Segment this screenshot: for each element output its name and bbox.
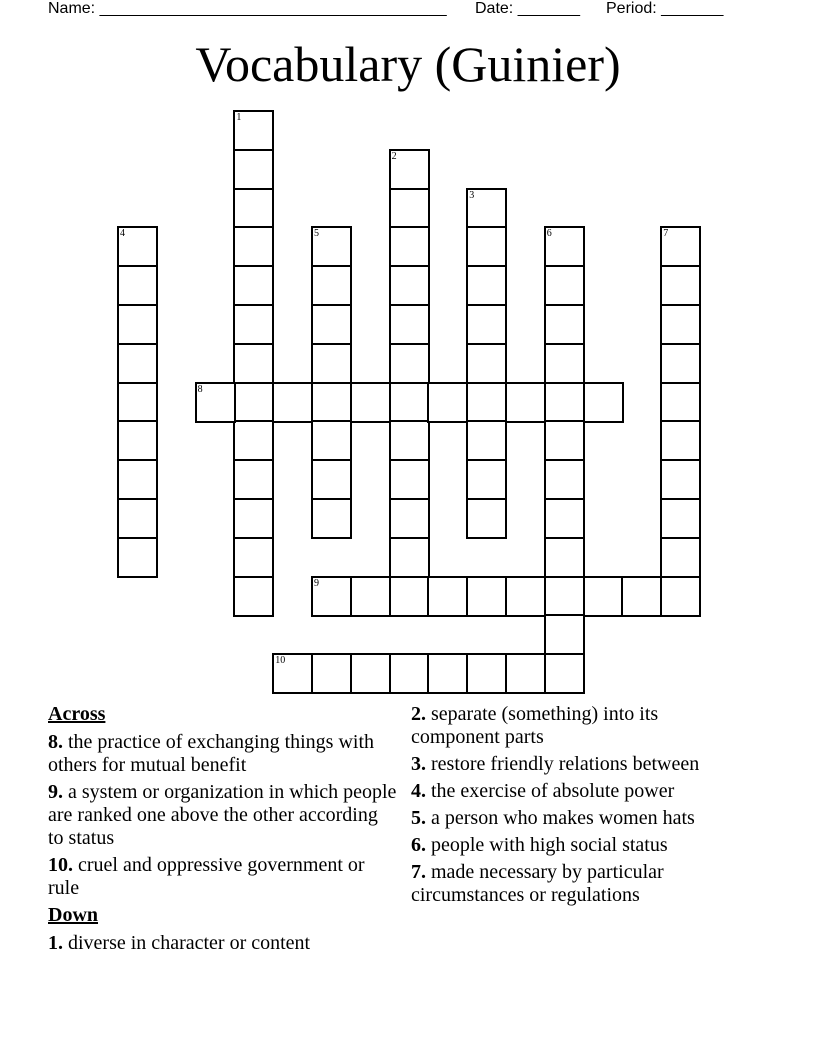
cell-number: 7: [663, 228, 669, 240]
grid-cell[interactable]: [466, 343, 507, 384]
clue-down-6: [411, 834, 741, 857]
grid-cell[interactable]: [544, 304, 585, 345]
clue-text: people with high social status: [431, 834, 668, 856]
cell-number: 10: [275, 655, 286, 667]
clue-down-3: [411, 753, 741, 776]
grid-cell[interactable]: [389, 343, 430, 384]
down-heading: Down: [48, 904, 99, 926]
grid-cell[interactable]: [311, 265, 352, 306]
grid-cell[interactable]: [660, 382, 701, 423]
grid-cell[interactable]: [350, 653, 391, 694]
grid-cell[interactable]: [583, 576, 624, 617]
grid-cell[interactable]: [466, 382, 507, 423]
grid-cell[interactable]: [117, 304, 158, 345]
clue-text: a system or organization in which people are ranked one above the other according to status: [48, 781, 397, 849]
clue-down-2: [411, 703, 741, 749]
clue-number: 1.: [48, 932, 63, 954]
grid-cell[interactable]: [505, 576, 546, 617]
grid-cell[interactable]: [350, 382, 391, 423]
grid-cell[interactable]: [544, 382, 585, 423]
grid-cell[interactable]: [660, 537, 701, 578]
grid-cell[interactable]: [466, 653, 507, 694]
grid-cell[interactable]: [660, 420, 701, 461]
grid-cell[interactable]: [660, 265, 701, 306]
clue-number: 8.: [48, 731, 63, 753]
clue-text: diverse in character or content: [68, 932, 311, 954]
grid-cell[interactable]: [660, 459, 701, 500]
grid-cell[interactable]: [117, 343, 158, 384]
across-heading: Across: [48, 703, 106, 725]
clue-text: the exercise of absolute power: [431, 780, 675, 802]
cell-number: 9: [314, 577, 319, 589]
grid-cell[interactable]: [389, 653, 430, 694]
name-field[interactable]: Name: _______________________________________: [48, 0, 447, 17]
clue-down-7: [411, 861, 741, 907]
clue-text: restore friendly relations between: [431, 753, 700, 775]
grid-cell[interactable]: [117, 459, 158, 500]
grid-cell[interactable]: [311, 459, 352, 500]
clue-number: 6.: [411, 834, 426, 856]
clue-number: 7.: [411, 861, 426, 883]
page-title: Vocabulary (Guinier): [195, 36, 621, 92]
grid-cell[interactable]: [505, 382, 546, 423]
grid-cell[interactable]: [233, 576, 274, 617]
grid-cell[interactable]: [117, 265, 158, 306]
grid-cell[interactable]: [427, 576, 468, 617]
grid-cell[interactable]: [233, 265, 274, 306]
grid-cell[interactable]: [389, 537, 430, 578]
grid-cell[interactable]: [544, 653, 585, 694]
clue-across-10: [48, 854, 398, 900]
grid-cell[interactable]: [233, 226, 274, 267]
grid-cell[interactable]: [466, 420, 507, 461]
clue-text: a person who makes women hats: [431, 807, 695, 829]
cell-number: 8: [197, 383, 203, 395]
grid-cell[interactable]: [233, 149, 274, 190]
grid-cell[interactable]: [233, 537, 274, 578]
grid-cell[interactable]: [311, 343, 352, 384]
clue-text: separate (something) into its component parts: [411, 703, 659, 748]
grid-cell[interactable]: [389, 226, 430, 267]
clue-number: 4.: [411, 780, 426, 802]
grid-cell[interactable]: [466, 459, 507, 500]
period-field[interactable]: Period: _______: [606, 0, 724, 17]
grid-cell[interactable]: [272, 382, 313, 423]
clue-text: made necessary by particular circumstances or regulations: [411, 861, 664, 906]
grid-cell[interactable]: [311, 420, 352, 461]
grid-cell[interactable]: [544, 343, 585, 384]
grid-cell[interactable]: [583, 382, 624, 423]
grid-cell[interactable]: [466, 498, 507, 539]
grid-cell[interactable]: [389, 420, 430, 461]
clues-left-column: [48, 703, 398, 959]
cell-number: 3: [469, 189, 475, 201]
grid-cell[interactable]: [621, 576, 662, 617]
clue-text: cruel and oppressive government or rule: [48, 854, 365, 899]
grid-cell[interactable]: [389, 304, 430, 345]
grid-cell[interactable]: [233, 188, 274, 229]
clue-number: 3.: [411, 753, 426, 775]
grid-cell[interactable]: [427, 653, 468, 694]
grid-cell[interactable]: [466, 265, 507, 306]
grid-cell[interactable]: [466, 576, 507, 617]
cell-number: 5: [314, 228, 319, 240]
grid-cell[interactable]: [389, 265, 430, 306]
grid-cell[interactable]: [544, 537, 585, 578]
grid-cell[interactable]: [311, 653, 352, 694]
clue-across-8: [48, 731, 398, 777]
grid-cell[interactable]: [544, 420, 585, 461]
grid-cell[interactable]: [544, 265, 585, 306]
grid-cell[interactable]: [350, 576, 391, 617]
grid-cell[interactable]: [233, 498, 274, 539]
grid-cell[interactable]: [389, 382, 430, 423]
grid-cell[interactable]: [117, 537, 158, 578]
clue-text: the practice of exchanging things with others for mutual benefit: [48, 731, 375, 776]
clue-down-4: [411, 780, 741, 803]
cell-number: 4: [120, 228, 125, 240]
grid-cell[interactable]: [117, 420, 158, 461]
clue-number: 2.: [411, 703, 426, 725]
grid-cell[interactable]: [233, 420, 274, 461]
grid-cell[interactable]: [389, 576, 430, 617]
clue-down-1: [48, 932, 398, 955]
date-field[interactable]: Date: _______: [475, 0, 580, 17]
grid-cell[interactable]: [117, 498, 158, 539]
grid-cell[interactable]: [544, 459, 585, 500]
grid-cell[interactable]: [660, 576, 701, 617]
clue-number: 5.: [411, 807, 426, 829]
clue-number: 9.: [48, 781, 63, 803]
clue-down-5: [411, 807, 741, 830]
grid-cell[interactable]: [660, 304, 701, 345]
grid-cell[interactable]: [389, 498, 430, 539]
grid-cell[interactable]: [466, 226, 507, 267]
grid-cell[interactable]: [427, 382, 468, 423]
grid-cell[interactable]: [389, 188, 430, 229]
grid-cell[interactable]: [660, 343, 701, 384]
cell-number: 2: [391, 150, 397, 162]
grid-cell[interactable]: [117, 382, 158, 423]
grid-cell[interactable]: [233, 459, 274, 500]
grid-cell[interactable]: [466, 304, 507, 345]
cell-number: 6: [546, 228, 552, 240]
grid-cell[interactable]: [233, 382, 274, 423]
clue-number: 10.: [48, 854, 73, 876]
grid-cell[interactable]: [544, 576, 585, 617]
grid-cell[interactable]: [311, 382, 352, 423]
grid-cell[interactable]: [311, 498, 352, 539]
clues-right-column: [411, 703, 741, 911]
cell-number: 1: [236, 112, 242, 123]
clue-across-9: [48, 781, 398, 850]
grid-cell[interactable]: [389, 459, 430, 500]
grid-cell[interactable]: [311, 304, 352, 345]
grid-cell[interactable]: [544, 614, 585, 655]
grid-cell[interactable]: [505, 653, 546, 694]
grid-cell[interactable]: [233, 304, 274, 345]
grid-cell[interactable]: [544, 498, 585, 539]
grid-cell[interactable]: [660, 498, 701, 539]
grid-cell[interactable]: [233, 343, 274, 384]
